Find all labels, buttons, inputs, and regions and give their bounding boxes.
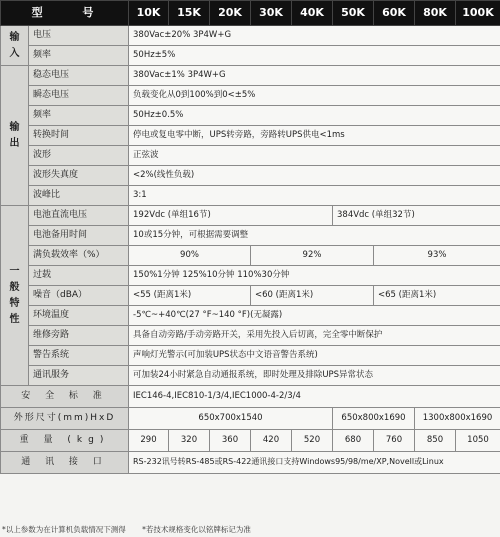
row-value: 声响灯光警示(可加装UPS状态中文语音警告系统) <box>129 346 500 366</box>
table-row <box>1 326 500 346</box>
row-value: 50Hz±5% <box>129 46 500 66</box>
row-value: 650x800x1690 <box>333 408 415 430</box>
table-row <box>1 186 500 206</box>
weight-value: 290 <box>129 430 169 452</box>
row-value: <65 (距离1米) <box>374 286 500 306</box>
table-row <box>1 246 500 266</box>
model-col-10k: 10K <box>129 1 169 26</box>
model-header-label: 型 号 <box>1 1 129 26</box>
table-row <box>1 226 500 246</box>
footnote-2: *若技术规格变化以铭牌标记为准 <box>142 525 251 534</box>
weight-value: 760 <box>374 430 415 452</box>
row-value: 正弦波 <box>129 146 500 166</box>
row-label: 频率 <box>29 106 129 126</box>
table-row <box>1 126 500 146</box>
row-label: 警告系统 <box>29 346 129 366</box>
row-label: 波峰比 <box>29 186 129 206</box>
row-value: 380Vac±20% 3P4W+G <box>129 26 500 46</box>
model-col-40k: 40K <box>292 1 333 26</box>
row-label: 过载 <box>29 266 129 286</box>
row-label: 稳态电压 <box>29 66 129 86</box>
model-col-80k: 80K <box>415 1 456 26</box>
table-row <box>1 306 500 326</box>
row-value: 380Vac±1% 3P4W+G <box>129 66 500 86</box>
row-label: 电池直流电压 <box>29 206 129 226</box>
table-row <box>1 286 500 306</box>
row-label: 噪音（dBA） <box>29 286 129 306</box>
weight-value: 680 <box>333 430 374 452</box>
interface-value: RS-232讯号转RS-485或RS-422通讯接口支持Windows95/98/me/XP,Novell或Linux <box>129 452 500 474</box>
weight-value: 520 <box>292 430 333 452</box>
model-col-50k: 50K <box>333 1 374 26</box>
row-value: 650x700x1540 <box>129 408 333 430</box>
row-label: 环境温度 <box>29 306 129 326</box>
table-row <box>1 366 500 386</box>
row-label: 电压 <box>29 26 129 46</box>
model-col-30k: 30K <box>251 1 292 26</box>
safety-value: IEC146-4,IEC810-1/3/4,IEC1000-4-2/3/4 <box>129 386 500 408</box>
row-value: 92% <box>251 246 374 266</box>
row-value: 50Hz±0.5% <box>129 106 500 126</box>
weight-value: 1050 <box>456 430 500 452</box>
row-value: <60 (距离1米) <box>251 286 374 306</box>
row-value: <2%(线性负载) <box>129 166 500 186</box>
table-row <box>1 146 500 166</box>
table-row <box>1 346 500 366</box>
row-label: 波形失真度 <box>29 166 129 186</box>
row-value: 192Vdc (单组16节) <box>129 206 333 226</box>
row-value: <55 (距离1米) <box>129 286 251 306</box>
row-value: 90% <box>129 246 251 266</box>
weight-value: 320 <box>169 430 210 452</box>
row-label: 频率 <box>29 46 129 66</box>
row-value: 150%1分钟 125%10分钟 110%30分钟 <box>129 266 500 286</box>
table-row <box>1 166 500 186</box>
table-row <box>1 386 500 408</box>
row-value: 负载变化从0到100%到0<±5% <box>129 86 500 106</box>
row-value: 10或15分钟，可根据需要调整 <box>129 226 500 246</box>
row-label: 波形 <box>29 146 129 166</box>
table-row <box>1 266 500 286</box>
model-col-100k: 100K <box>456 1 500 26</box>
group-general-label: 一般特性 <box>9 265 20 325</box>
row-value: 93% <box>374 246 500 266</box>
interface-label: 通 讯 接 口 <box>1 452 129 474</box>
weight-value: 360 <box>210 430 251 452</box>
footnote-1: *以上参数为在计算机负载情况下测得 <box>2 525 126 534</box>
row-label: 转换时间 <box>29 126 129 146</box>
table-row <box>1 46 500 66</box>
row-value: 1300x800x1690 <box>415 408 500 430</box>
row-value: 3:1 <box>129 186 500 206</box>
row-label: 通讯服务 <box>29 366 129 386</box>
weight-label: 重 量 (kg) <box>1 430 129 452</box>
row-label: 电池备用时间 <box>29 226 129 246</box>
row-value: 可加装24小时紧急自动通报系统，即时处理及排除UPS异常状态 <box>129 366 500 386</box>
row-value: 具备自动旁路/手动旁路开关，采用先投入后切离，完全零中断保护 <box>129 326 500 346</box>
weight-value: 850 <box>415 430 456 452</box>
model-col-15k: 15K <box>169 1 210 26</box>
table-row <box>1 66 500 86</box>
table-row <box>1 408 500 430</box>
row-value: 停电或复电零中断，UPS转旁路，旁路转UPS供电<1ms <box>129 126 500 146</box>
safety-label: 安 全 标 准 <box>1 386 129 408</box>
table-row <box>1 106 500 126</box>
footnotes <box>2 524 265 535</box>
table-row <box>1 452 500 474</box>
model-col-20k: 20K <box>210 1 251 26</box>
row-label: 瞬态电压 <box>29 86 129 106</box>
dimensions-label: 外形尺寸(mm)HxD <box>1 408 129 430</box>
table-row <box>1 430 500 452</box>
row-label: 维修旁路 <box>29 326 129 346</box>
row-label: 满负载效率（%） <box>29 246 129 266</box>
weight-value: 420 <box>251 430 292 452</box>
group-input: 输入 <box>1 26 29 66</box>
row-value: 384Vdc (单组32节) <box>333 206 500 226</box>
table-row <box>1 206 500 226</box>
table-row <box>1 86 500 106</box>
group-general <box>1 206 29 386</box>
table-row <box>1 26 500 46</box>
row-value: -5℃~+40℃(27 °F~140 °F)(无凝露) <box>129 306 500 326</box>
group-output: 输出 <box>1 66 29 206</box>
model-col-60k: 60K <box>374 1 415 26</box>
